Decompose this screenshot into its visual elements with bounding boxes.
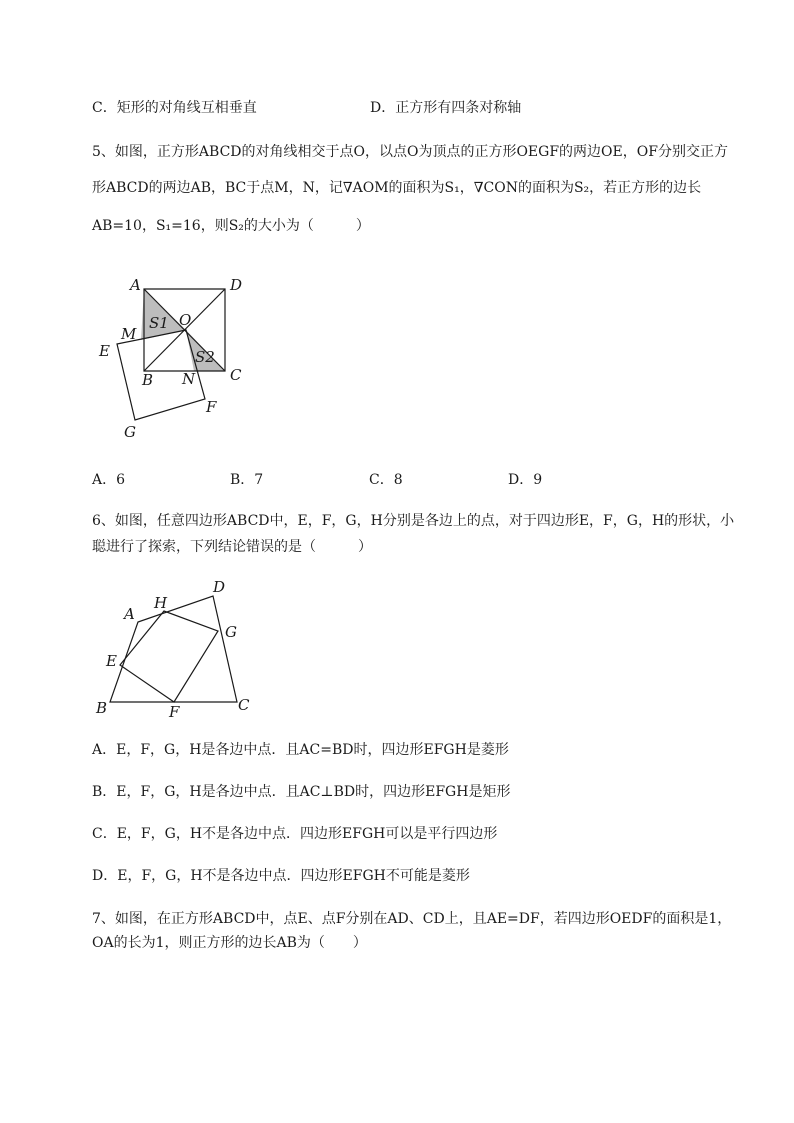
q5-label-m: M — [121, 325, 137, 343]
q5-label-s1: S1 — [149, 314, 169, 332]
q5-label-f: F — [206, 398, 217, 416]
q5-label-a: A — [130, 276, 141, 294]
q6-option-c: C．E，F，G，H不是各边中点．四边形EFGH可以是平行四边形 — [92, 826, 498, 842]
q5-stem-line-2: 形ABCD的两边AB，BC于点M，N，记∇AOM的面积为S₁，∇CON的面积为S₂，若正方形的边长 — [92, 180, 702, 196]
q6-stem-line-1: 6、如图，任意四边形ABCD中，E，F，G，H分别是各边上的点，对于四边形E，F，G，H的形状，小 — [92, 513, 735, 529]
q6-stem-line-2: 聪进行了探索，下列结论错误的是（ ） — [92, 539, 372, 555]
q6-label-a: A — [124, 605, 135, 623]
q6-label-f: F — [169, 703, 180, 721]
q6-label-d: D — [213, 578, 226, 596]
q5-label-s2: S2 — [195, 348, 215, 366]
q6-label-g: G — [225, 623, 237, 641]
q6-option-a: A．E，F，G，H是各边中点．且AC=BD时，四边形EFGH是菱形 — [92, 742, 509, 758]
q6-label-c: C — [238, 696, 250, 714]
q5-label-o: O — [179, 311, 192, 329]
q7-stem-line-1: 7、如图，在正方形ABCD中，点E、点F分别在AD、CD上，且AE=DF，若四边形OEDF的面积是1， — [92, 911, 732, 927]
q6-label-b: B — [96, 699, 108, 717]
q5-label-c: C — [230, 366, 242, 384]
q7-stem-line-2: OA的长为1，则正方形的边长AB为（ ） — [92, 935, 367, 951]
q5-label-b: B — [142, 371, 154, 389]
q6-quadrilateral-efgh — [120, 611, 218, 702]
q5-option-b: B．7 — [230, 472, 264, 488]
q5-label-d: D — [230, 276, 243, 294]
q5-stem-line-1: 5、如图，正方形ABCD的对角线相交于点O，以点O为顶点的正方形OEGF的两边OE，OF分别交正方 — [92, 144, 728, 160]
q5-label-e: E — [99, 342, 110, 360]
q6-option-d: D．E，F，G，H不是各边中点．四边形EFGH不可能是菱形 — [92, 868, 470, 884]
q6-label-h: H — [154, 594, 168, 612]
q4-option-c: C．矩形的对角线互相垂直 — [92, 100, 257, 116]
q6-option-b: B．E，F，G，H是各边中点．且AC⊥BD时，四边形EFGH是矩形 — [92, 784, 511, 800]
q5-option-a: A．6 — [92, 472, 126, 488]
q5-stem-line-3: AB=10，S₁=16，则S₂的大小为（ ） — [92, 218, 370, 234]
q5-option-c: C．8 — [369, 472, 403, 488]
q5-label-n: N — [182, 370, 196, 388]
q5-option-d: D．9 — [508, 472, 543, 488]
q4-option-d: D．正方形有四条对称轴 — [370, 100, 522, 116]
q6-label-e: E — [106, 652, 117, 670]
q5-label-g: G — [124, 423, 136, 441]
